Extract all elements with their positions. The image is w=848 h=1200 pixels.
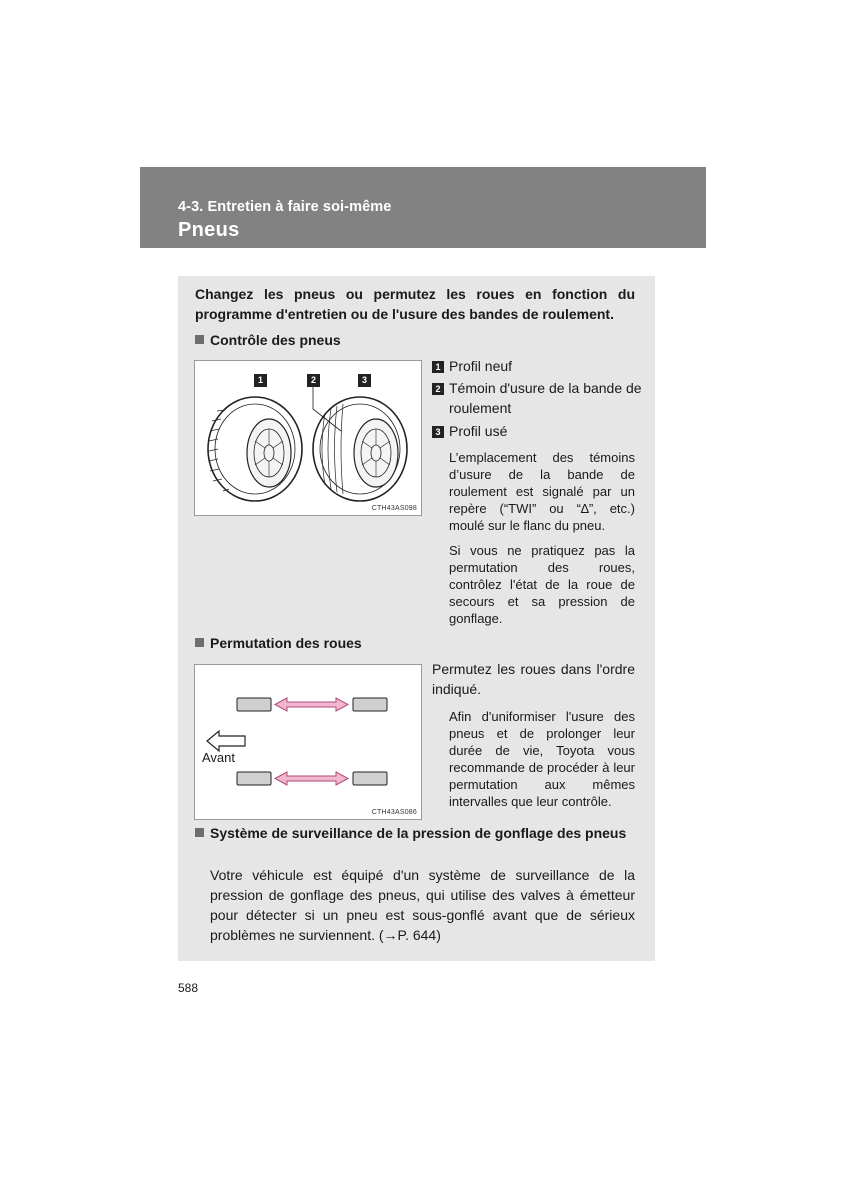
- swap-arrow-rear: [275, 772, 348, 785]
- note-twi: L’emplacement des témoins d’usure de la bande de roulement est signalé par un repère (“TWI” ou “∆”, etc.) moulé sur le flanc du pneu.: [449, 450, 635, 533]
- figure-code: CTH43AS086: [371, 809, 417, 816]
- figure-code: CTH43AS098: [371, 505, 417, 512]
- section-subtitle: 4-3. Entretien à faire soi-même: [178, 199, 392, 215]
- square-bullet-icon: [195, 335, 204, 344]
- page-title: Pneus: [178, 219, 240, 241]
- figure-marker-2: 2: [307, 374, 320, 387]
- section-header: [140, 167, 706, 248]
- front-label: Avant: [202, 750, 236, 765]
- item-number-badge: 1: [432, 361, 444, 373]
- tire-new: [208, 397, 302, 501]
- figure-marker-3: 3: [358, 374, 371, 387]
- figure-marker-1: 1: [254, 374, 267, 387]
- list-item: 2 Témoin d'usure de la bande de roulement: [432, 378, 642, 418]
- rotation-text: Permutez les roues dans l'ordre indiqué.: [432, 661, 635, 697]
- swap-arrow-front: [275, 698, 348, 711]
- tire-worn: [313, 397, 407, 501]
- intro-text: Changez les pneus ou permutez les roues en fonction du programme d'entretien ou de l'usure des bandes de roulement.: [195, 286, 635, 322]
- square-bullet-icon: [195, 828, 204, 837]
- wheel-front-left: [237, 698, 271, 711]
- item-number-badge: 3: [432, 426, 444, 438]
- wheel-rear-right: [353, 772, 387, 785]
- page-number: 588: [178, 981, 199, 995]
- rotation-note: Afin d'uniformiser l'usure des pneus et de prolonger leur durée de vie, Toyota vous recommande de procéder à leur permutation aux mêmes intervalles que leur contrôle.: [449, 709, 635, 809]
- tire-figure: [194, 360, 422, 516]
- list-item: 3 Profil usé: [432, 421, 642, 441]
- wheel-front-right: [353, 698, 387, 711]
- tpms-text: Votre véhicule est équipé d'un système de surveillance de la pression de gonflage des pneus, qui utilise des valves à émetteur pour détecter si un pneu est sous-gonflé avant que de sérieux problèmes ne surviennent. (→P. 644): [210, 867, 635, 943]
- rotation-figure: [194, 664, 422, 820]
- heading-tpms: Système de surveillance de la pression de gonflage des pneus: [195, 823, 635, 843]
- rotation-illustration: [195, 665, 421, 819]
- heading-tire-check: Contrôle des pneus: [195, 330, 341, 350]
- item-number-badge: 2: [432, 383, 444, 395]
- square-bullet-icon: [195, 638, 204, 647]
- note-spare-tire: Si vous ne pratiquez pas la permutation des roues, contrôlez l'état de la roue de secours et sa pression de gonflage.: [449, 543, 635, 626]
- heading-rotation: Permutation des roues: [195, 633, 362, 653]
- wheel-rear-left: [237, 772, 271, 785]
- front-direction-arrow-icon: [207, 731, 245, 751]
- list-item: 1 Profil neuf: [432, 356, 642, 376]
